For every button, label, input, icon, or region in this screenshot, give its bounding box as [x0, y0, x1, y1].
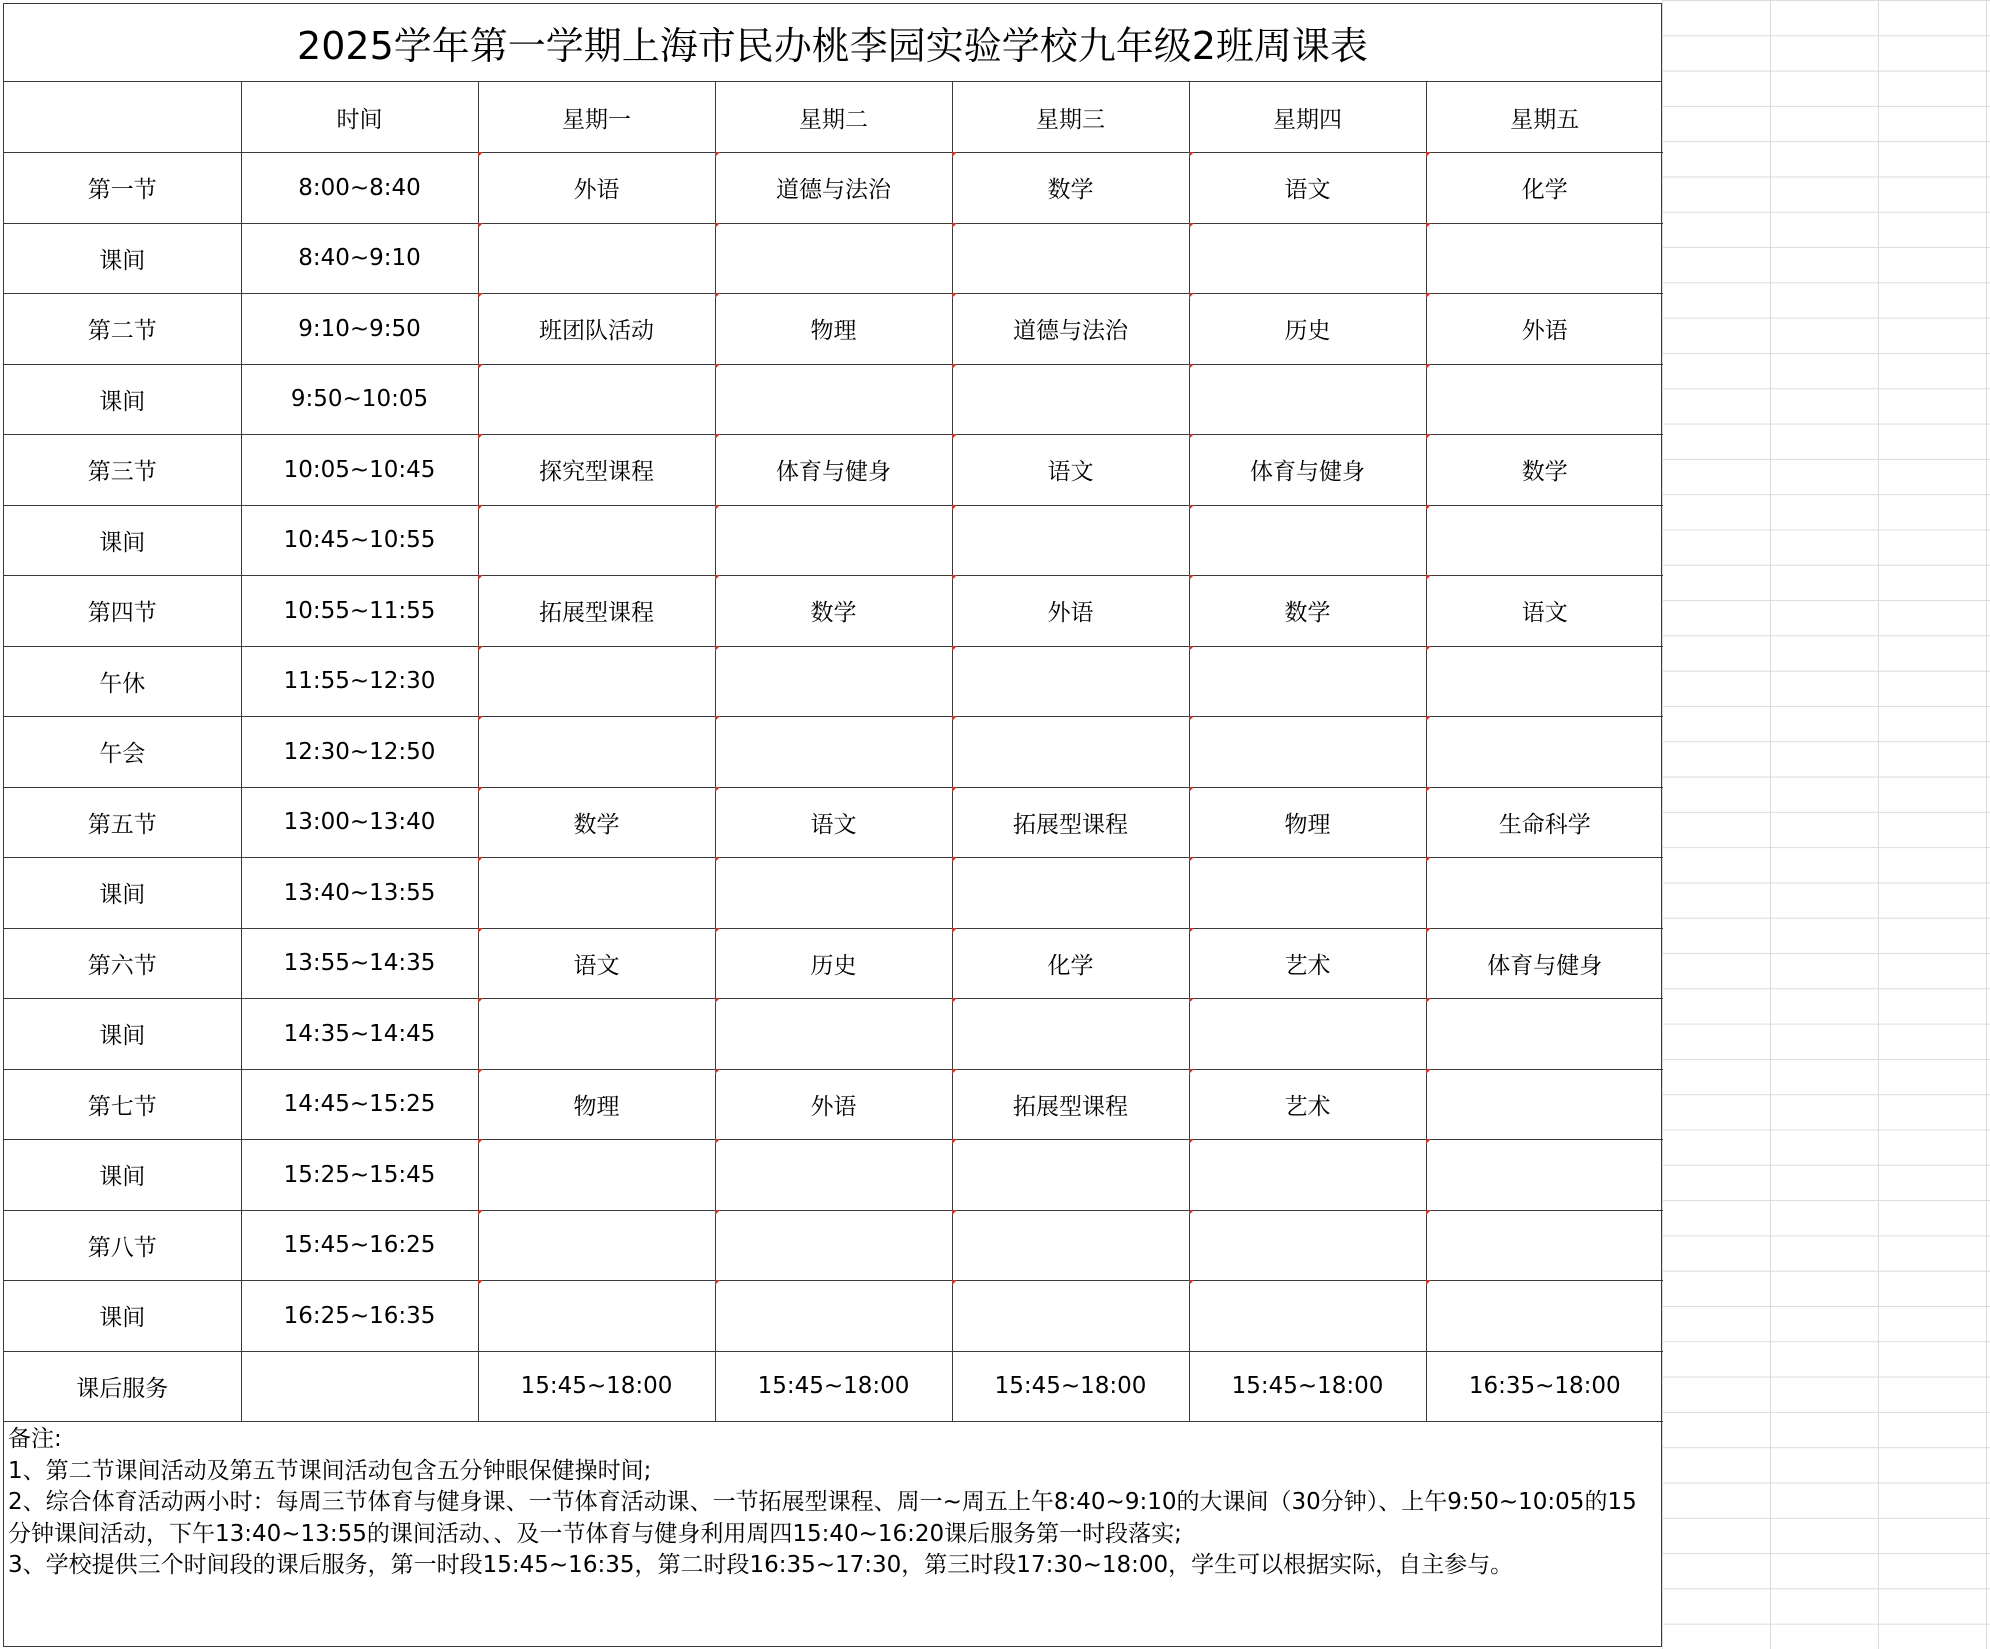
header-day-cell[interactable]: 星期一 — [478, 82, 715, 153]
subject-cell[interactable] — [1189, 1140, 1426, 1211]
notes — [4, 1422, 1661, 1582]
time-cell[interactable]: 11:55~12:30 — [241, 646, 478, 717]
subject-cell[interactable] — [952, 1140, 1189, 1211]
subject-cell[interactable] — [952, 858, 1189, 929]
table-row — [4, 717, 1663, 788]
subject-cell[interactable] — [715, 646, 952, 717]
subject-cell[interactable] — [478, 1281, 715, 1352]
subject-cell[interactable]: 数学 — [715, 576, 952, 647]
period-cell[interactable]: 第六节 — [4, 928, 241, 999]
subject-cell[interactable] — [478, 1140, 715, 1211]
subject-cell[interactable]: 生命科学 — [1426, 787, 1663, 858]
subject-cell[interactable]: 数学 — [478, 787, 715, 858]
time-cell[interactable]: 9:10~9:50 — [241, 294, 478, 365]
subject-cell[interactable]: 拓展型课程 — [952, 787, 1189, 858]
subject-cell[interactable]: 体育与健身 — [1189, 435, 1426, 506]
subject-cell[interactable] — [715, 505, 952, 576]
time-cell[interactable]: 12:30~12:50 — [241, 717, 478, 788]
period-cell[interactable]: 第一节 — [4, 153, 241, 224]
header-day-cell[interactable]: 星期四 — [1189, 82, 1426, 153]
subject-cell[interactable] — [1426, 223, 1663, 294]
subject-cell[interactable] — [478, 1210, 715, 1281]
subject-cell[interactable] — [478, 646, 715, 717]
table-row — [4, 505, 1663, 576]
time-cell[interactable]: 16:25~16:35 — [241, 1281, 478, 1352]
subject-cell[interactable] — [1426, 1210, 1663, 1281]
subject-cell[interactable]: 语文 — [1189, 153, 1426, 224]
subject-cell[interactable] — [1426, 858, 1663, 929]
subject-cell[interactable]: 语文 — [1426, 576, 1663, 647]
subject-cell[interactable] — [952, 1281, 1189, 1352]
subject-cell[interactable] — [715, 858, 952, 929]
subject-cell[interactable]: 外语 — [478, 153, 715, 224]
subject-cell[interactable] — [1189, 717, 1426, 788]
time-cell[interactable]: 15:45~16:25 — [241, 1210, 478, 1281]
subject-cell[interactable]: 15:45~18:00 — [478, 1351, 715, 1422]
table-row — [4, 364, 1663, 435]
period-cell[interactable]: 午会 — [4, 717, 241, 788]
header-corner-cell[interactable] — [4, 82, 241, 153]
subject-cell[interactable] — [715, 999, 952, 1070]
time-cell[interactable] — [241, 1351, 478, 1422]
table-row — [4, 294, 1663, 365]
subject-cell[interactable] — [1189, 1210, 1426, 1281]
subject-cell[interactable] — [952, 646, 1189, 717]
timetable-sheet — [3, 3, 1662, 1647]
subject-cell[interactable] — [1426, 999, 1663, 1070]
period-cell[interactable]: 第八节 — [4, 1210, 241, 1281]
table-row — [4, 928, 1663, 999]
period-cell[interactable]: 课间 — [4, 223, 241, 294]
subject-cell[interactable] — [952, 505, 1189, 576]
timetable-title: 2025学年第一学期上海市民办桃李园实验学校九年级2班周课表 — [4, 4, 1661, 82]
header-row — [4, 82, 1663, 153]
subject-cell[interactable]: 数学 — [952, 153, 1189, 224]
subject-cell[interactable] — [1426, 1140, 1663, 1211]
subject-cell[interactable] — [1426, 1281, 1663, 1352]
subject-cell[interactable]: 语文 — [952, 435, 1189, 506]
subject-cell[interactable]: 数学 — [1426, 435, 1663, 506]
note-1: 1、第二节课间活动及第五节课间活动包含五分钟眼保健操时间; — [8, 1457, 652, 1484]
time-cell[interactable]: 10:45~10:55 — [241, 505, 478, 576]
period-cell[interactable]: 课间 — [4, 1281, 241, 1352]
notes-heading: 备注: — [8, 1426, 62, 1452]
period-cell[interactable]: 课间 — [4, 1140, 241, 1211]
subject-cell[interactable]: 物理 — [478, 1069, 715, 1140]
period-cell[interactable]: 课间 — [4, 364, 241, 435]
period-cell[interactable]: 第四节 — [4, 576, 241, 647]
table-row — [4, 1351, 1663, 1422]
note-3: 3、学校提供三个时间段的课后服务，第一时段15:45~16:35，第二时段16:35~17:30，第三时段17:30~18:00，学生可以根据实际，自主参与。 — [8, 1552, 1514, 1578]
subject-cell[interactable] — [715, 1140, 952, 1211]
spreadsheet-gridlines — [1662, 0, 1990, 1649]
time-cell[interactable]: 14:45~15:25 — [241, 1069, 478, 1140]
table-row — [4, 153, 1663, 224]
subject-cell[interactable] — [1189, 223, 1426, 294]
subject-cell[interactable]: 外语 — [952, 576, 1189, 647]
timetable — [4, 82, 1663, 1422]
subject-cell[interactable] — [478, 505, 715, 576]
subject-cell[interactable] — [715, 1210, 952, 1281]
subject-cell[interactable]: 数学 — [1189, 576, 1426, 647]
subject-cell[interactable]: 历史 — [715, 928, 952, 999]
period-cell[interactable]: 第二节 — [4, 294, 241, 365]
subject-cell[interactable]: 拓展型课程 — [478, 576, 715, 647]
time-cell[interactable]: 13:00~13:40 — [241, 787, 478, 858]
header-time-cell[interactable]: 时间 — [241, 82, 478, 153]
period-cell[interactable]: 第七节 — [4, 1069, 241, 1140]
subject-cell[interactable] — [478, 717, 715, 788]
table-row — [4, 1140, 1663, 1211]
subject-cell[interactable] — [478, 223, 715, 294]
subject-cell[interactable] — [1426, 364, 1663, 435]
table-row — [4, 1210, 1663, 1281]
subject-cell[interactable]: 体育与健身 — [715, 435, 952, 506]
subject-cell[interactable]: 语文 — [715, 787, 952, 858]
subject-cell[interactable] — [1426, 717, 1663, 788]
time-cell[interactable]: 15:25~15:45 — [241, 1140, 478, 1211]
time-cell[interactable]: 9:50~10:05 — [241, 364, 478, 435]
subject-cell[interactable]: 外语 — [1426, 294, 1663, 365]
table-row — [4, 858, 1663, 929]
header-day-cell[interactable]: 星期五 — [1426, 82, 1663, 153]
table-row — [4, 787, 1663, 858]
subject-cell[interactable] — [715, 1281, 952, 1352]
subject-cell[interactable] — [952, 1210, 1189, 1281]
period-cell[interactable]: 午休 — [4, 646, 241, 717]
time-cell[interactable]: 8:00~8:40 — [241, 153, 478, 224]
subject-cell[interactable] — [1426, 1069, 1663, 1140]
header-day-cell[interactable]: 星期二 — [715, 82, 952, 153]
subject-cell[interactable]: 物理 — [1189, 787, 1426, 858]
subject-cell[interactable] — [715, 364, 952, 435]
time-cell[interactable]: 10:55~11:55 — [241, 576, 478, 647]
note-2: 2、综合体育活动两小时：每周三节体育与健身课、一节体育活动课、一节拓展型课程、周一~周五上午8:40~9:10的大课间（30分钟）、上午9:50~10:05的15分钟课间活动，下午13:40~13:55的课间活动、、及一节体育与健身利用周四15:40~16:20课后服务第一时段落实; — [8, 1489, 1637, 1547]
subject-cell[interactable]: 物理 — [715, 294, 952, 365]
subject-cell[interactable] — [478, 999, 715, 1070]
subject-cell[interactable]: 15:45~18:00 — [1189, 1351, 1426, 1422]
period-cell[interactable]: 第三节 — [4, 435, 241, 506]
subject-cell[interactable] — [952, 364, 1189, 435]
subject-cell[interactable]: 化学 — [952, 928, 1189, 999]
subject-cell[interactable] — [1426, 505, 1663, 576]
subject-cell[interactable]: 外语 — [715, 1069, 952, 1140]
subject-cell[interactable] — [478, 858, 715, 929]
period-cell[interactable]: 课后服务 — [4, 1351, 241, 1422]
subject-cell[interactable] — [952, 223, 1189, 294]
subject-cell[interactable] — [1189, 999, 1426, 1070]
subject-cell[interactable] — [1189, 1281, 1426, 1352]
subject-cell[interactable] — [715, 717, 952, 788]
table-row — [4, 1069, 1663, 1140]
table-row — [4, 576, 1663, 647]
subject-cell[interactable]: 化学 — [1426, 153, 1663, 224]
subject-cell[interactable] — [715, 223, 952, 294]
subject-cell[interactable] — [1189, 858, 1426, 929]
subject-cell[interactable]: 语文 — [478, 928, 715, 999]
subject-cell[interactable]: 15:45~18:00 — [952, 1351, 1189, 1422]
subject-cell[interactable] — [1189, 364, 1426, 435]
table-row — [4, 435, 1663, 506]
subject-cell[interactable]: 艺术 — [1189, 1069, 1426, 1140]
subject-cell[interactable] — [952, 999, 1189, 1070]
table-row — [4, 1281, 1663, 1352]
subject-cell[interactable]: 艺术 — [1189, 928, 1426, 999]
time-cell[interactable]: 14:35~14:45 — [241, 999, 478, 1070]
header-day-cell[interactable]: 星期三 — [952, 82, 1189, 153]
subject-cell[interactable]: 班团队活动 — [478, 294, 715, 365]
period-cell[interactable]: 课间 — [4, 505, 241, 576]
subject-cell[interactable]: 体育与健身 — [1426, 928, 1663, 999]
subject-cell[interactable]: 道德与法治 — [715, 153, 952, 224]
time-cell[interactable]: 8:40~9:10 — [241, 223, 478, 294]
subject-cell[interactable] — [1189, 505, 1426, 576]
time-cell[interactable]: 13:55~14:35 — [241, 928, 478, 999]
subject-cell[interactable] — [1189, 646, 1426, 717]
period-cell[interactable]: 课间 — [4, 858, 241, 929]
subject-cell[interactable] — [478, 364, 715, 435]
period-cell[interactable]: 课间 — [4, 999, 241, 1070]
time-cell[interactable]: 13:40~13:55 — [241, 858, 478, 929]
subject-cell[interactable]: 拓展型课程 — [952, 1069, 1189, 1140]
subject-cell[interactable]: 道德与法治 — [952, 294, 1189, 365]
time-cell[interactable]: 10:05~10:45 — [241, 435, 478, 506]
subject-cell[interactable]: 探究型课程 — [478, 435, 715, 506]
subject-cell[interactable] — [952, 717, 1189, 788]
table-row — [4, 999, 1663, 1070]
period-cell[interactable]: 第五节 — [4, 787, 241, 858]
subject-cell[interactable]: 16:35~18:00 — [1426, 1351, 1663, 1422]
subject-cell[interactable]: 历史 — [1189, 294, 1426, 365]
table-row — [4, 223, 1663, 294]
table-row — [4, 646, 1663, 717]
subject-cell[interactable]: 15:45~18:00 — [715, 1351, 952, 1422]
subject-cell[interactable] — [1426, 646, 1663, 717]
